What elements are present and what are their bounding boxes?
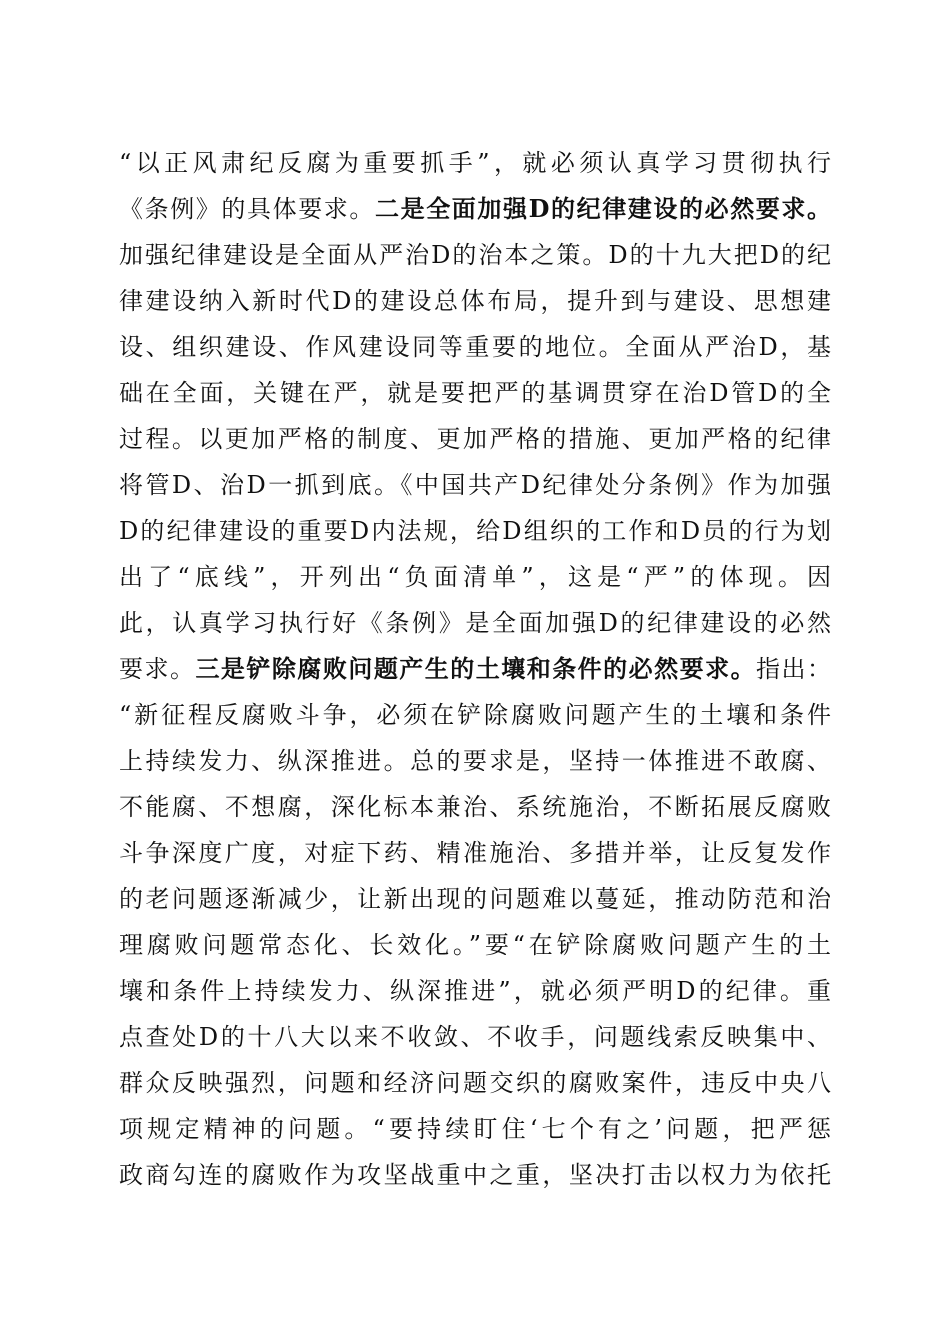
- text-segment: 要求。: [119, 655, 196, 683]
- text-segment: 《条例》的具体要求。: [119, 195, 375, 223]
- text-line: [119, 968, 831, 1014]
- text-line: [119, 278, 831, 324]
- text-line: [119, 462, 831, 508]
- text-segment: “以正风肃纪反腐为重要抓手”，就必须认真学习贯彻执行: [119, 149, 831, 177]
- text-line: [119, 738, 831, 784]
- text-segment: 壤和条件上持续发力、纵深推进”，就必须严明D的纪律。重: [119, 977, 831, 1005]
- bold-heading-segment: 二是全面加强D的纪律建设的必然要求。: [375, 194, 832, 223]
- text-segment: 斗争深度广度，对症下药、精准施治、多措并举，让反复发作: [119, 839, 831, 867]
- text-segment: 点查处D的十八大以来不收敛、不收手，问题线索反映集中、: [119, 1023, 831, 1051]
- text-line: [119, 324, 831, 370]
- text-line: [119, 1106, 831, 1152]
- text-line: [119, 600, 831, 646]
- text-segment: 础在全面，关键在严，就是要把严的基调贯穿在治D管D的全: [119, 379, 831, 407]
- bold-heading-segment: 三是铲除腐败问题产生的土壤和条件的必然要求。: [195, 654, 757, 683]
- text-line: [119, 554, 831, 600]
- text-segment: 上持续发力、纵深推进。总的要求是，坚持一体推进不敢腐、: [119, 747, 831, 775]
- text-line: [119, 186, 831, 232]
- text-segment: 设、组织建设、作风建设同等重要的地位。全面从严治D，基: [119, 333, 831, 361]
- text-line: [119, 1152, 831, 1198]
- text-segment: 的老问题逐渐减少，让新出现的问题难以蔓延，推动防范和治: [119, 885, 831, 913]
- body-text: [119, 140, 831, 1198]
- text-segment: 理腐败问题常态化、长效化。”要“在铲除腐败问题产生的土: [119, 931, 831, 959]
- text-segment: 律建设纳入新时代D的建设总体布局，提升到与建设、思想建: [119, 287, 831, 315]
- text-line: [119, 876, 831, 922]
- text-segment: 过程。以更加严格的制度、更加严格的措施、更加严格的纪律: [119, 425, 831, 453]
- text-segment: 群众反映强烈，问题和经济问题交织的腐败案件，违反中央八: [119, 1069, 831, 1097]
- text-segment: 指出：: [756, 655, 832, 683]
- text-segment: D的纪律建设的重要D内法规，给D组织的工作和D员的行为划: [119, 517, 831, 545]
- text-line: [119, 784, 831, 830]
- text-line: [119, 508, 831, 554]
- text-line: [119, 1060, 831, 1106]
- text-segment: 政商勾连的腐败作为攻坚战重中之重，坚决打击以权力为依托: [119, 1161, 831, 1189]
- text-line: [119, 830, 831, 876]
- text-line: [119, 1014, 831, 1060]
- text-line: [119, 140, 831, 186]
- text-segment: 此，认真学习执行好《条例》是全面加强D的纪律建设的必然: [119, 609, 831, 637]
- text-segment: 不能腐、不想腐，深化标本兼治、系统施治，不断拓展反腐败: [119, 793, 831, 821]
- text-line: [119, 922, 831, 968]
- text-segment: 项规定精神的问题。“要持续盯住‘七个有之’问题，把严惩: [119, 1115, 831, 1143]
- text-line: [119, 646, 831, 692]
- text-line: [119, 370, 831, 416]
- text-segment: 出了“底线”，开列出“负面清单”，这是“严”的体现。因: [119, 563, 831, 591]
- text-segment: 加强纪律建设是全面从严治D的治本之策。D的十九大把D的纪: [119, 241, 831, 269]
- text-segment: 将管D、治D一抓到底。《中国共产D纪律处分条例》作为加强: [119, 471, 831, 499]
- text-line: [119, 692, 831, 738]
- text-segment: “新征程反腐败斗争，必须在铲除腐败问题产生的土壤和条件: [119, 701, 831, 729]
- text-line: [119, 232, 831, 278]
- text-line: [119, 416, 831, 462]
